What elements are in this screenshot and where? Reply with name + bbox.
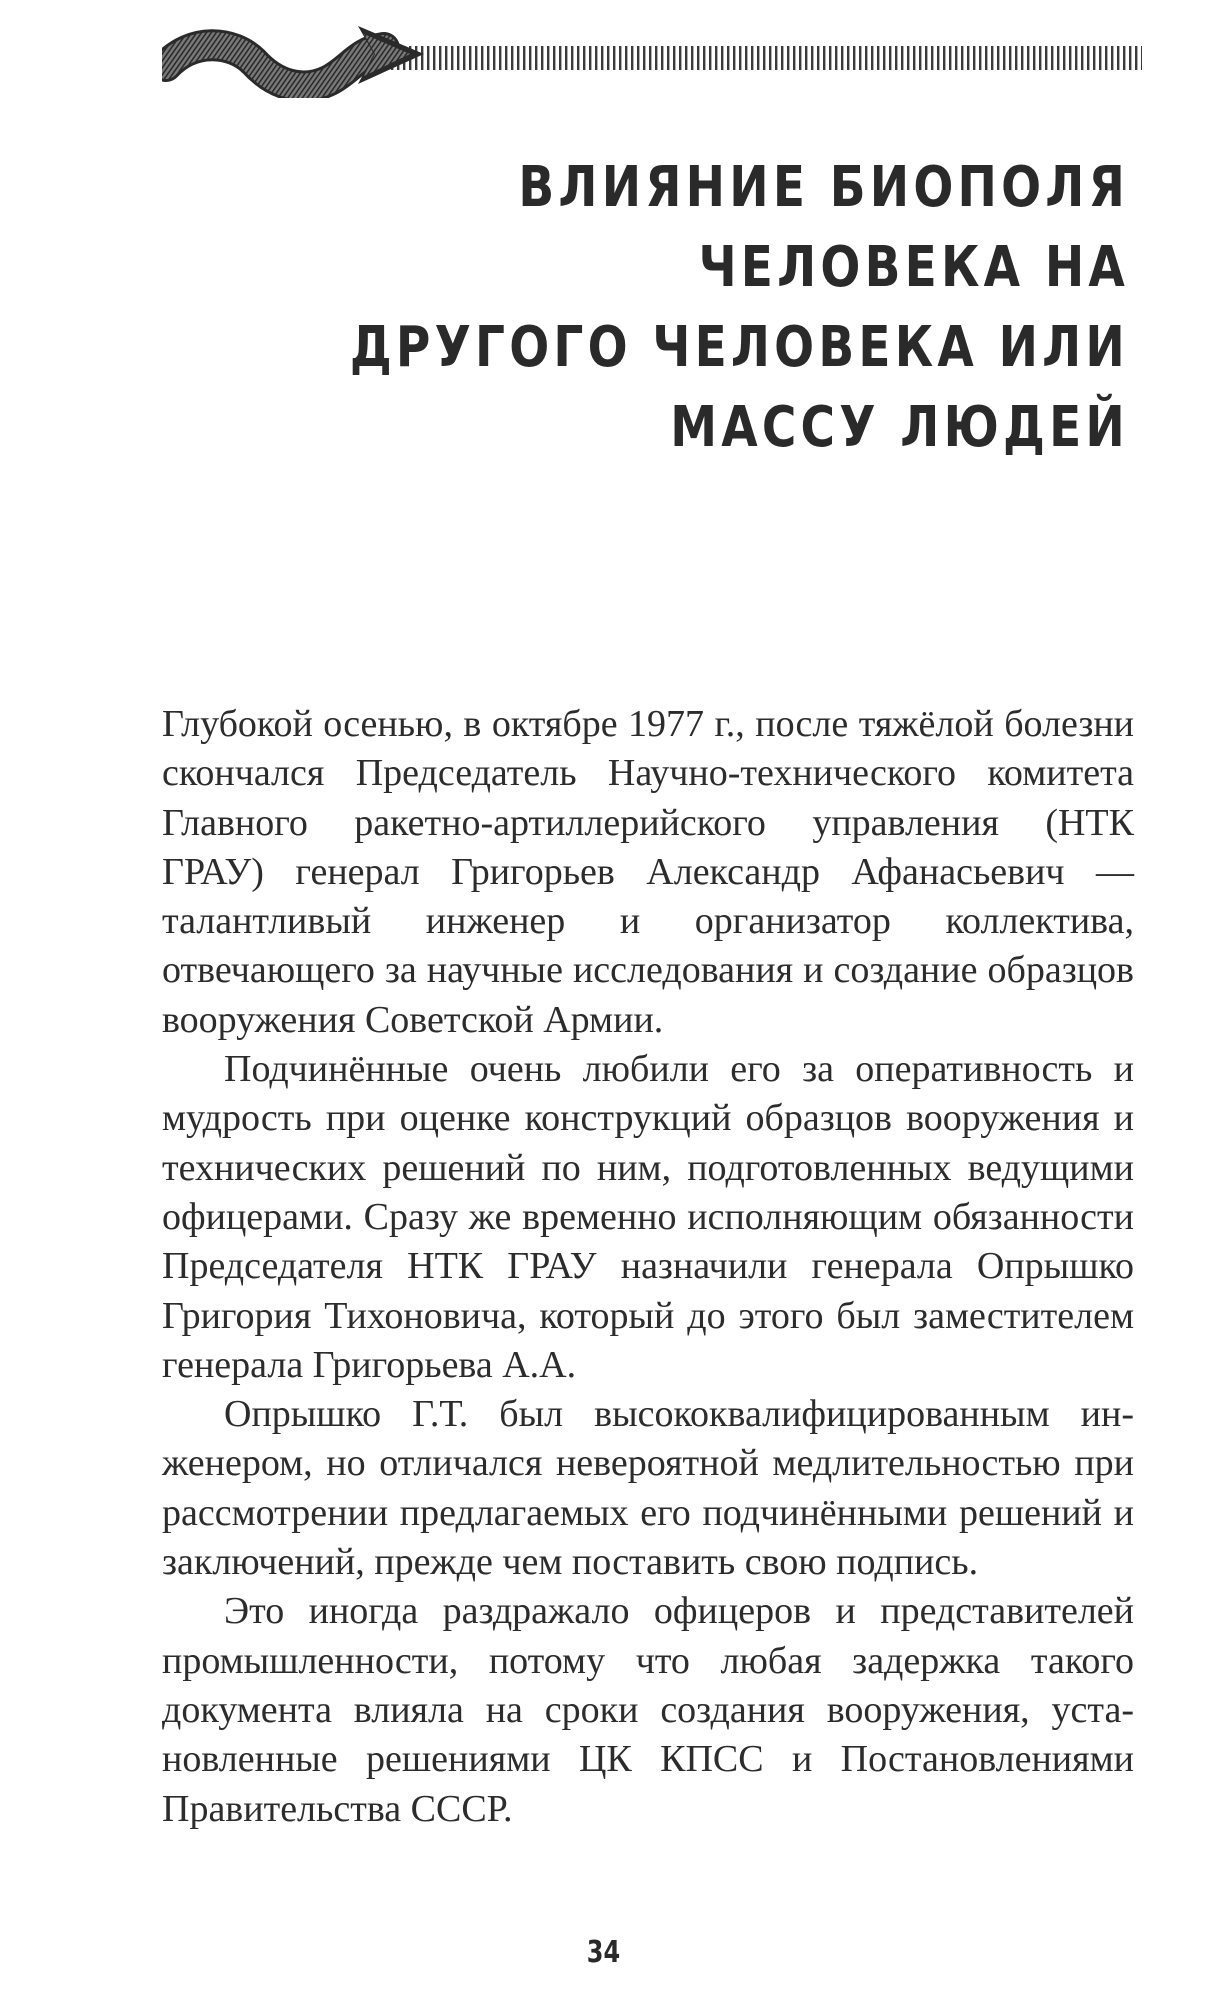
chapter-title-line-2: ДРУГОГО ЧЕЛОВЕКА ИЛИ МАССУ ЛЮДЕЙ (349, 315, 1129, 460)
chapter-title-line-1: ВЛИЯНИЕ БИОПОЛЯ ЧЕЛОВЕКА НА (518, 155, 1129, 300)
page-number: 34 (586, 1935, 621, 1970)
paragraph-3: Опрышко Г.Т. был высококвалифицированным инженером, но отличался невероятной медлительностью при рассмотрении предлагаемых его подчинёнными решений и заключений, прежде чем поставить свою подпись. (162, 1393, 1134, 1584)
paragraph-2: Подчинённые очень любили его за оперативность и мудрость при оценке конструкций образцов вооружения и технических решений по ним, подготовленных ведущими офицерами. Сразу же временно исполняющим обязанности Председателя НТК ГРАУ назначили генерала Опрышко Григория Тихоновича, который до этого был заместителем генерала Григорьева А.А. (162, 1048, 1134, 1386)
serpent-arrow-ornament-icon (162, 18, 1142, 98)
paragraph-4: Это иногда раздражало офицеров и представителей промышленности, потому что любая задержка такого документа влияла на сроки создания вооружения, установленные решениями ЦК КПСС и Постановлениями Правительства СССР. (162, 1590, 1134, 1830)
paragraph-1: Глубокой осенью, в октябре 1977 г., после тяжёлой болезни скончался Председатель Научно-технического комитета Главного ракетно-артиллерийского управления (НТК ГРАУ) генерал Григорьев Александр Афанасьевич — талантливый инженер и организатор коллектива, отвечающего за научные исследования и создание образцов вооружения Советской Армии. (162, 703, 1134, 1041)
body-text (162, 700, 1134, 1834)
chapter-title (289, 148, 1129, 468)
